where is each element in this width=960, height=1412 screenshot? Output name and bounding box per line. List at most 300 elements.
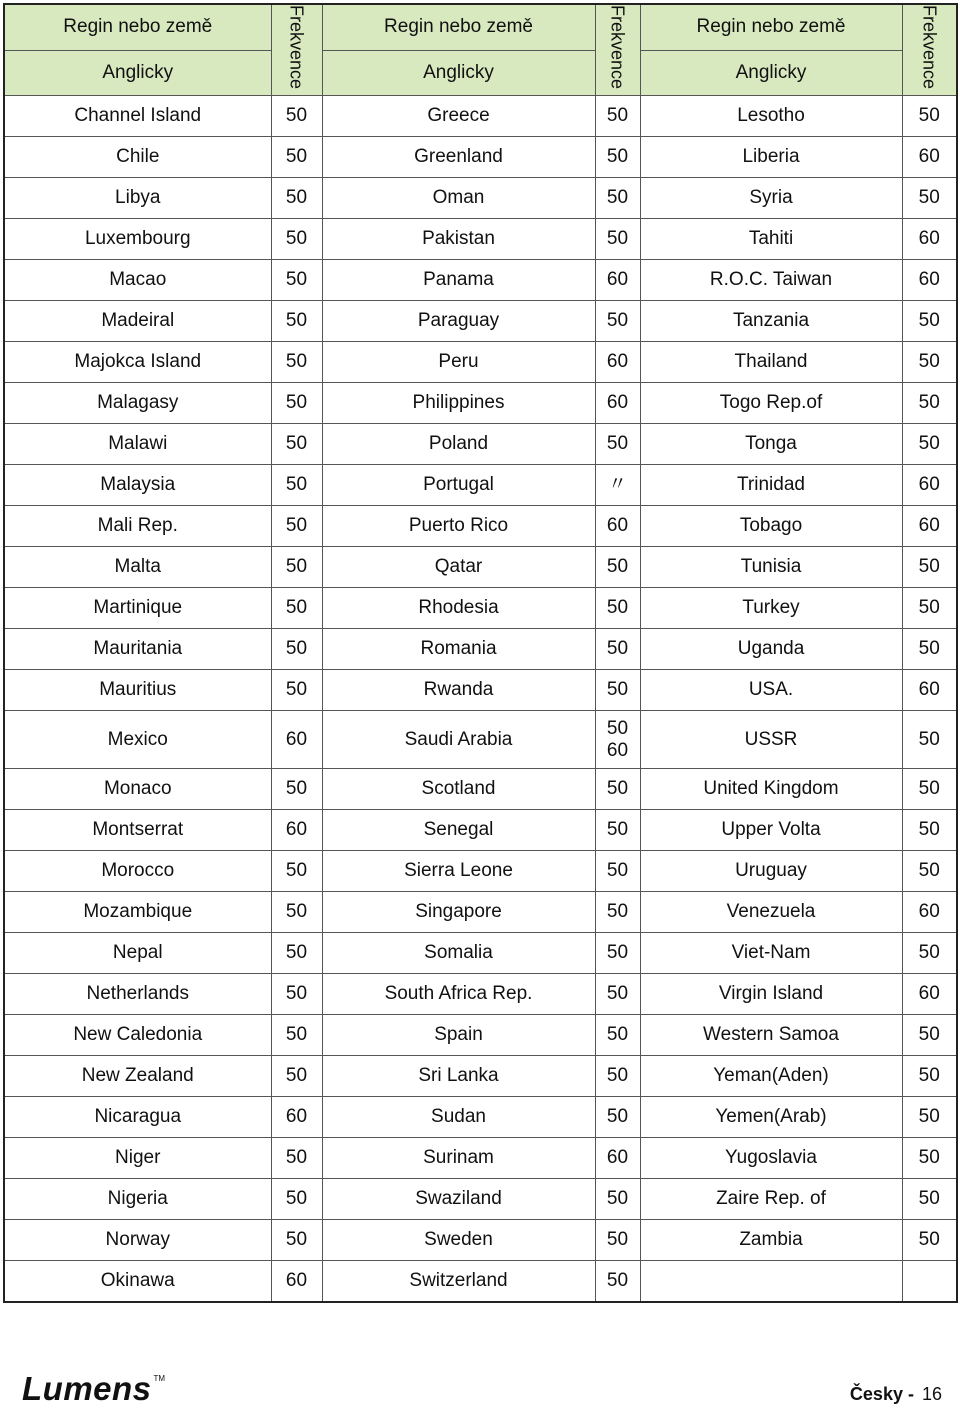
frequency-cell xyxy=(271,810,322,851)
frequency-value: 50 xyxy=(918,1106,940,1128)
country-cell: Macao xyxy=(4,260,271,301)
frequency-value: 50 xyxy=(918,433,940,455)
frequency-cell xyxy=(902,892,957,933)
frequency-value: 50 xyxy=(285,1229,308,1251)
english-header: Anglicky xyxy=(322,50,595,96)
country-cell: New Zealand xyxy=(4,1056,271,1097)
country-cell: United Kingdom xyxy=(640,769,902,810)
frequency-cell xyxy=(271,769,322,810)
table-row xyxy=(4,670,957,711)
frequency-cell xyxy=(902,383,957,424)
country-cell: Zambia xyxy=(640,1220,902,1261)
country-cell: Nepal xyxy=(4,933,271,974)
frequency-value: 50 xyxy=(285,679,308,701)
frequency-cell xyxy=(595,1097,640,1138)
table-row xyxy=(4,547,957,588)
frequency-header: Frekvence xyxy=(902,4,957,96)
frequency-cell xyxy=(595,137,640,178)
frequency-value: 60 xyxy=(606,392,629,414)
frequency-value: 60 xyxy=(285,728,308,750)
frequency-cell xyxy=(595,851,640,892)
country-cell: Malaysia xyxy=(4,465,271,506)
frequency-cell xyxy=(902,851,957,892)
frequency-cell xyxy=(595,96,640,137)
frequency-cell xyxy=(595,1261,640,1303)
frequency-cell xyxy=(595,1220,640,1261)
table-row xyxy=(4,260,957,301)
frequency-cell xyxy=(902,1015,957,1056)
country-cell: Singapore xyxy=(322,892,595,933)
frequency-cell xyxy=(271,670,322,711)
frequency-cell xyxy=(902,1056,957,1097)
table-header xyxy=(4,4,957,96)
frequency-cell xyxy=(902,1179,957,1220)
frequency-value: 50 xyxy=(918,105,940,127)
country-cell: R.O.C. Taiwan xyxy=(640,260,902,301)
frequency-cell xyxy=(595,629,640,670)
frequency-value: 50 xyxy=(606,942,629,964)
frequency-value: 60 xyxy=(606,1147,629,1169)
frequency-value: 50 xyxy=(918,860,940,882)
table-row xyxy=(4,301,957,342)
country-cell: Panama xyxy=(322,260,595,301)
frequency-cell xyxy=(271,424,322,465)
english-header: Anglicky xyxy=(640,50,902,96)
table-row xyxy=(4,424,957,465)
country-cell: Puerto Rico xyxy=(322,506,595,547)
frequency-value: 50 xyxy=(285,105,308,127)
frequency-value: 50 xyxy=(285,228,308,250)
frequency-cell xyxy=(271,1179,322,1220)
country-cell: USA. xyxy=(640,670,902,711)
country-cell: Malta xyxy=(4,547,271,588)
frequency-cell xyxy=(595,1015,640,1056)
country-cell: Sri Lanka xyxy=(322,1056,595,1097)
frequency-value: 50 xyxy=(285,1065,308,1087)
frequency-value: 60 xyxy=(918,474,940,496)
frequency-cell xyxy=(271,1261,322,1303)
frequency-cell xyxy=(271,219,322,260)
table-row xyxy=(4,629,957,670)
language-label: Česky - xyxy=(849,1384,914,1404)
frequency-value: 50 xyxy=(918,1065,940,1087)
frequency-cell xyxy=(271,1056,322,1097)
country-cell: Okinawa xyxy=(4,1261,271,1303)
country-cell: Madeiral xyxy=(4,301,271,342)
country-cell: Chile xyxy=(4,137,271,178)
frequency-cell xyxy=(595,506,640,547)
frequency-value: 50 xyxy=(918,1188,940,1210)
frequency-cell xyxy=(595,424,640,465)
table-row xyxy=(4,810,957,851)
country-cell: Channel Island xyxy=(4,96,271,137)
table-row xyxy=(4,974,957,1015)
frequency-cell xyxy=(271,301,322,342)
country-cell: Mozambique xyxy=(4,892,271,933)
frequency-value: 50 xyxy=(918,1024,940,1046)
table-row xyxy=(4,342,957,383)
table-row xyxy=(4,178,957,219)
country-cell: Saudi Arabia xyxy=(322,711,595,769)
country-cell: Mauritius xyxy=(4,670,271,711)
frequency-value: 50 xyxy=(285,638,308,660)
country-cell: Montserrat xyxy=(4,810,271,851)
frequency-value: 50 xyxy=(918,597,940,619)
page-number: 16 xyxy=(921,1384,942,1404)
frequency-value: 50 xyxy=(606,860,629,882)
table-row xyxy=(4,769,957,810)
country-cell: Luxembourg xyxy=(4,219,271,260)
frequency-header: Frekvence xyxy=(271,4,322,96)
country-cell: Zaire Rep. of xyxy=(640,1179,902,1220)
frequency-value: 50 xyxy=(606,983,629,1005)
frequency-cell xyxy=(902,629,957,670)
table-row xyxy=(4,137,957,178)
frequency-value: 50 xyxy=(606,187,629,209)
frequency-value: 50 xyxy=(918,1147,940,1169)
frequency-value: 50 xyxy=(285,187,308,209)
frequency-value: 50 xyxy=(285,351,308,373)
frequency-cell xyxy=(271,465,322,506)
frequency-value: 50 xyxy=(606,1024,629,1046)
frequency-cell xyxy=(271,383,322,424)
frequency-value: 50 xyxy=(285,474,308,496)
table-row xyxy=(4,1097,957,1138)
frequency-cell xyxy=(595,219,640,260)
frequency-cell xyxy=(271,137,322,178)
frequency-value: 50 xyxy=(285,942,308,964)
frequency-value: 50 xyxy=(606,717,629,739)
frequency-cell xyxy=(271,933,322,974)
country-cell: Togo Rep.of xyxy=(640,383,902,424)
frequency-cell xyxy=(902,547,957,588)
frequency-cell xyxy=(595,260,640,301)
frequency-cell xyxy=(271,711,322,769)
country-cell: Tunisia xyxy=(640,547,902,588)
country-cell: Liberia xyxy=(640,137,902,178)
table-row xyxy=(4,892,957,933)
country-cell: Nigeria xyxy=(4,1179,271,1220)
country-cell: South Africa Rep. xyxy=(322,974,595,1015)
frequency-value: 50 xyxy=(606,679,629,701)
frequency-cell xyxy=(902,465,957,506)
table-row xyxy=(4,1220,957,1261)
frequency-cell xyxy=(595,1138,640,1179)
table-row xyxy=(4,1261,957,1303)
frequency-cell xyxy=(902,1097,957,1138)
frequency-cell xyxy=(595,547,640,588)
country-cell: Mauritania xyxy=(4,629,271,670)
frequency-cell xyxy=(902,1261,957,1303)
country-cell: Yugoslavia xyxy=(640,1138,902,1179)
frequency-value: 60 xyxy=(918,515,940,537)
frequency-value: 50 xyxy=(285,597,308,619)
table-body xyxy=(4,96,957,1303)
frequency-cell xyxy=(271,342,322,383)
frequency-value: 50 xyxy=(606,1270,629,1292)
frequency-value: 60 xyxy=(918,901,940,923)
table-row xyxy=(4,1056,957,1097)
country-cell: Poland xyxy=(322,424,595,465)
country-cell: Senegal xyxy=(322,810,595,851)
frequency-value: 50 xyxy=(606,1188,629,1210)
frequency-value: 60 xyxy=(606,739,629,761)
country-cell: Philippines xyxy=(322,383,595,424)
frequency-cell xyxy=(271,178,322,219)
country-cell: Upper Volta xyxy=(640,810,902,851)
country-cell: Greece xyxy=(322,96,595,137)
frequency-value: 50 xyxy=(285,269,308,291)
frequency-cell xyxy=(595,383,640,424)
table-row xyxy=(4,933,957,974)
frequency-cell xyxy=(595,588,640,629)
country-cell: Scotland xyxy=(322,769,595,810)
country-cell: Uruguay xyxy=(640,851,902,892)
country-cell: Tonga xyxy=(640,424,902,465)
frequency-value: 60 xyxy=(918,679,940,701)
country-cell: Surinam xyxy=(322,1138,595,1179)
country-cell: Malawi xyxy=(4,424,271,465)
country-cell: Qatar xyxy=(322,547,595,588)
frequency-cell xyxy=(595,810,640,851)
frequency-value: 50 xyxy=(606,105,629,127)
table-row xyxy=(4,96,957,137)
frequency-cell xyxy=(595,769,640,810)
table-row xyxy=(4,1015,957,1056)
country-cell: Rhodesia xyxy=(322,588,595,629)
frequency-cell xyxy=(595,892,640,933)
country-cell: Syria xyxy=(640,178,902,219)
country-cell: Venezuela xyxy=(640,892,902,933)
frequency-value: 50 xyxy=(606,556,629,578)
frequency-cell xyxy=(271,260,322,301)
frequency-value: 50 xyxy=(918,392,940,414)
country-cell: Turkey xyxy=(640,588,902,629)
frequency-value: 50 xyxy=(918,187,940,209)
country-cell: Yemen(Arab) xyxy=(640,1097,902,1138)
frequency-value: 60 xyxy=(918,146,940,168)
frequency-value: 50 xyxy=(606,901,629,923)
frequency-cell xyxy=(902,769,957,810)
region-header: Regin nebo země xyxy=(322,4,595,50)
frequency-value: 50 xyxy=(606,1229,629,1251)
table-row xyxy=(4,1179,957,1220)
table-row xyxy=(4,851,957,892)
country-cell: Martinique xyxy=(4,588,271,629)
country-cell: Sweden xyxy=(322,1220,595,1261)
frequency-value: 50 xyxy=(606,597,629,619)
frequency-value: 50 xyxy=(606,819,629,841)
frequency-value: 50 xyxy=(285,983,308,1005)
frequency-cell xyxy=(902,137,957,178)
country-cell: Lesotho xyxy=(640,96,902,137)
frequency-value: 60 xyxy=(918,228,940,250)
frequency-value: 50 xyxy=(606,146,629,168)
country-cell: Mali Rep. xyxy=(4,506,271,547)
frequency-value: 50 xyxy=(918,778,940,800)
country-cell: Malagasy xyxy=(4,383,271,424)
country-cell: Yeman(Aden) xyxy=(640,1056,902,1097)
frequency-cell xyxy=(902,96,957,137)
frequency-value: 60 xyxy=(285,1106,308,1128)
frequency-value: 50 xyxy=(285,778,308,800)
country-cell: Nicaragua xyxy=(4,1097,271,1138)
frequency-cell xyxy=(902,670,957,711)
frequency-value: 50 xyxy=(918,819,940,841)
frequency-value: 50 xyxy=(918,556,940,578)
frequency-value: 50 xyxy=(606,433,629,455)
country-cell: New Caledonia xyxy=(4,1015,271,1056)
country-cell: Tobago xyxy=(640,506,902,547)
country-cell: Somalia xyxy=(322,933,595,974)
frequency-cell xyxy=(271,1220,322,1261)
frequency-header: Frekvence xyxy=(595,4,640,96)
country-cell xyxy=(640,1261,902,1303)
frequency-cell xyxy=(595,933,640,974)
country-cell: Virgin Island xyxy=(640,974,902,1015)
frequency-cell xyxy=(595,301,640,342)
frequency-cell xyxy=(902,301,957,342)
frequency-value: 50 xyxy=(285,146,308,168)
frequency-cell xyxy=(271,588,322,629)
country-cell: Paraguay xyxy=(322,301,595,342)
table-row xyxy=(4,588,957,629)
frequency-value: 50 xyxy=(918,310,940,332)
frequency-table xyxy=(3,3,958,1303)
frequency-cell xyxy=(902,219,957,260)
country-cell: Romania xyxy=(322,629,595,670)
country-cell: Morocco xyxy=(4,851,271,892)
frequency-cell xyxy=(271,1097,322,1138)
frequency-value: 60 xyxy=(918,269,940,291)
country-cell: Niger xyxy=(4,1138,271,1179)
frequency-value: 50 xyxy=(918,351,940,373)
country-cell: Western Samoa xyxy=(640,1015,902,1056)
frequency-value: 50 xyxy=(918,1229,940,1251)
frequency-value: 60 xyxy=(606,515,629,537)
frequency-value: 50 xyxy=(606,638,629,660)
frequency-value: 50 xyxy=(285,433,308,455)
country-cell: Mexico xyxy=(4,711,271,769)
frequency-cell xyxy=(902,588,957,629)
country-cell: Majokca Island xyxy=(4,342,271,383)
country-cell: Uganda xyxy=(640,629,902,670)
country-cell: Trinidad xyxy=(640,465,902,506)
frequency-value: 60 xyxy=(285,819,308,841)
table-row xyxy=(4,506,957,547)
frequency-cell xyxy=(902,711,957,769)
frequency-cell xyxy=(595,342,640,383)
country-cell: Spain xyxy=(322,1015,595,1056)
frequency-value: 50 xyxy=(285,515,308,537)
frequency-value: 50 xyxy=(918,638,940,660)
frequency-value: 50 xyxy=(285,392,308,414)
frequency-cell xyxy=(595,178,640,219)
frequency-cell xyxy=(595,465,640,506)
frequency-value: 50 xyxy=(285,1147,308,1169)
frequency-cell xyxy=(902,1220,957,1261)
frequency-cell xyxy=(902,424,957,465)
country-cell: Rwanda xyxy=(322,670,595,711)
country-cell: Monaco xyxy=(4,769,271,810)
frequency-value: 60 xyxy=(285,1270,308,1292)
country-cell: Peru xyxy=(322,342,595,383)
country-cell: Libya xyxy=(4,178,271,219)
region-header: Regin nebo země xyxy=(4,4,271,50)
frequency-cell xyxy=(902,933,957,974)
country-cell: Netherlands xyxy=(4,974,271,1015)
table-row xyxy=(4,711,957,769)
country-cell: Sudan xyxy=(322,1097,595,1138)
lumens-logo: Lumens ™ xyxy=(22,1370,166,1407)
country-cell: Norway xyxy=(4,1220,271,1261)
frequency-cell xyxy=(271,506,322,547)
frequency-value: 50 xyxy=(285,1024,308,1046)
country-cell: Tahiti xyxy=(640,219,902,260)
country-cell: Oman xyxy=(322,178,595,219)
table-row xyxy=(4,383,957,424)
frequency-cell xyxy=(271,1138,322,1179)
country-cell: Tanzania xyxy=(640,301,902,342)
frequency-value: 50 xyxy=(285,556,308,578)
frequency-value: 50 xyxy=(285,860,308,882)
frequency-value: 60 xyxy=(918,983,940,1005)
country-cell: Thailand xyxy=(640,342,902,383)
country-cell: Pakistan xyxy=(322,219,595,260)
frequency-value: 50 xyxy=(606,310,629,332)
country-cell: Viet-Nam xyxy=(640,933,902,974)
frequency-cell xyxy=(902,260,957,301)
table-row xyxy=(4,465,957,506)
english-header: Anglicky xyxy=(4,50,271,96)
frequency-value: 50 xyxy=(918,942,940,964)
frequency-cell xyxy=(595,670,640,711)
country-cell: Switzerland xyxy=(322,1261,595,1303)
frequency-value: 50 xyxy=(606,228,629,250)
frequency-value: 〃 xyxy=(607,474,627,496)
country-cell: Greenland xyxy=(322,137,595,178)
frequency-value: 50 xyxy=(285,310,308,332)
frequency-value: 50 xyxy=(285,901,308,923)
frequency-value: 50 xyxy=(285,1188,308,1210)
frequency-cell xyxy=(271,1015,322,1056)
frequency-cell xyxy=(902,342,957,383)
country-cell: Swaziland xyxy=(322,1179,595,1220)
frequency-value: 50 xyxy=(606,1106,629,1128)
frequency-cell xyxy=(902,178,957,219)
frequency-cell xyxy=(595,974,640,1015)
table-row xyxy=(4,1138,957,1179)
frequency-cell xyxy=(271,892,322,933)
country-cell: USSR xyxy=(640,711,902,769)
frequency-cell xyxy=(902,1138,957,1179)
frequency-cell xyxy=(271,96,322,137)
frequency-value: 50 xyxy=(606,778,629,800)
frequency-cell xyxy=(271,851,322,892)
frequency-value: 50 xyxy=(606,1065,629,1087)
frequency-cell xyxy=(271,547,322,588)
frequency-cell xyxy=(902,506,957,547)
frequency-cell xyxy=(271,629,322,670)
frequency-cell xyxy=(271,974,322,1015)
country-cell: Portugal xyxy=(322,465,595,506)
frequency-cell xyxy=(902,810,957,851)
frequency-value: 60 xyxy=(606,269,629,291)
region-header: Regin nebo země xyxy=(640,4,902,50)
frequency-cell xyxy=(595,1179,640,1220)
frequency-value: 50 xyxy=(918,728,940,750)
country-cell: Sierra Leone xyxy=(322,851,595,892)
